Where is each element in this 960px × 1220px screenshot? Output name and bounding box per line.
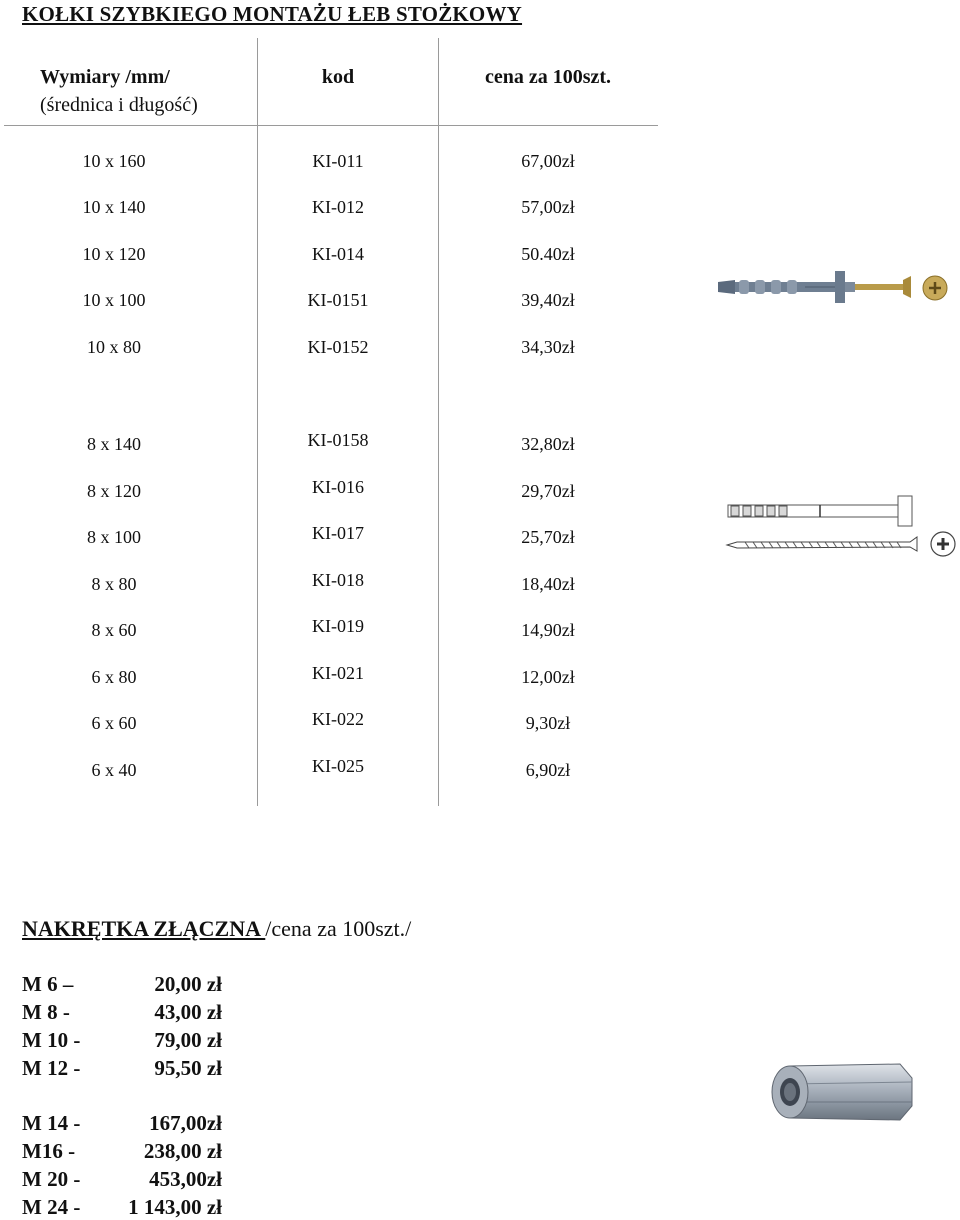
code-header: kod xyxy=(321,66,355,88)
code-cell: KI-0152 xyxy=(307,337,369,357)
nut-price: 95,50 zł xyxy=(154,1056,222,1080)
coupling-nut-title-note: /cena za 100szt./ xyxy=(265,916,412,941)
coupling-nut-title xyxy=(22,916,411,942)
list-item xyxy=(22,1028,222,1053)
dim-subheader: (średnica i długość) xyxy=(40,94,198,116)
code-cell: KI-011 xyxy=(312,151,364,171)
page-title: KOŁKI SZYBKIEGO MONTAŻU ŁEB STOŻKOWY xyxy=(22,2,523,26)
nut-price: 43,00 zł xyxy=(154,1000,222,1024)
code-cell: KI-018 xyxy=(312,570,364,590)
nut-size: M16 - xyxy=(22,1139,76,1163)
list-item xyxy=(22,1056,222,1081)
dim-cell: 8 x 100 xyxy=(87,527,141,547)
dim-cell: 8 x 120 xyxy=(87,481,141,501)
code-cell: KI-019 xyxy=(312,616,364,636)
dim-cell: 8 x 140 xyxy=(87,434,141,454)
list-item xyxy=(22,1111,222,1136)
nut-size: M 24 - xyxy=(22,1195,81,1219)
nail-anchor-parts-image xyxy=(725,493,960,557)
code-cell: KI-016 xyxy=(312,477,364,497)
code-cell: KI-014 xyxy=(312,244,364,264)
code-cell: KI-022 xyxy=(312,709,364,729)
dim-header: Wymiary /mm/ xyxy=(40,66,170,88)
list-item xyxy=(22,1167,222,1192)
price-cell: 9,30zł xyxy=(525,713,571,733)
list-item xyxy=(22,1195,222,1220)
nut-size: M 10 - xyxy=(22,1028,81,1052)
list-item xyxy=(22,1139,222,1164)
price-cell: 6,90zł xyxy=(525,760,571,780)
nail-anchor-image xyxy=(715,268,950,308)
dim-cell: 6 x 40 xyxy=(91,760,137,780)
dim-cell: 8 x 60 xyxy=(91,620,137,640)
coupling-nut-image xyxy=(768,1060,918,1124)
coupling-nut-title-bold: NAKRĘTKA ZŁĄCZNA xyxy=(22,916,266,941)
nut-size: M 14 - xyxy=(22,1111,81,1135)
price-cell: 18,40zł xyxy=(521,574,575,594)
nut-size: M 8 - xyxy=(22,1000,70,1024)
code-cell: KI-021 xyxy=(312,663,364,683)
price-cell: 29,70zł xyxy=(521,481,575,501)
nut-price: 453,00zł xyxy=(149,1167,222,1191)
price-cell: 14,90zł xyxy=(521,620,575,640)
nut-price: 167,00zł xyxy=(149,1111,222,1135)
code-cell: KI-017 xyxy=(312,523,364,543)
nut-price: 79,00 zł xyxy=(154,1028,222,1052)
price-cell: 32,80zł xyxy=(521,434,575,454)
price-cell: 57,00zł xyxy=(521,197,575,217)
nut-price: 238,00 zł xyxy=(143,1139,222,1163)
dim-cell: 8 x 80 xyxy=(91,574,137,594)
dim-cell: 10 x 120 xyxy=(82,244,146,264)
price-header: cena za 100szt. xyxy=(484,66,612,88)
price-cell: 25,70zł xyxy=(521,527,575,547)
code-cell: KI-0151 xyxy=(307,290,369,310)
code-cell: KI-012 xyxy=(312,197,364,217)
list-item xyxy=(22,1000,222,1025)
header-divider xyxy=(4,125,658,126)
price-cell: 34,30zł xyxy=(521,337,575,357)
nut-price: 20,00 zł xyxy=(154,972,222,996)
nut-size: M 12 - xyxy=(22,1056,81,1080)
nut-price: 1 143,00 zł xyxy=(128,1195,222,1219)
price-cell: 50.40zł xyxy=(521,244,575,264)
code-cell: KI-0158 xyxy=(307,430,369,450)
dim-cell: 6 x 80 xyxy=(91,667,137,687)
dim-cell: 10 x 160 xyxy=(82,151,146,171)
price-cell: 67,00zł xyxy=(521,151,575,171)
list-item xyxy=(22,972,222,997)
price-cell: 39,40zł xyxy=(521,290,575,310)
nut-size: M 20 - xyxy=(22,1167,81,1191)
dim-cell: 6 x 60 xyxy=(91,713,137,733)
dim-cell: 10 x 80 xyxy=(87,337,141,357)
dim-cell: 10 x 140 xyxy=(82,197,146,217)
nut-size: M 6 – xyxy=(22,972,74,996)
dim-cell: 10 x 100 xyxy=(82,290,146,310)
price-cell: 12,00zł xyxy=(521,667,575,687)
code-cell: KI-025 xyxy=(312,756,364,776)
